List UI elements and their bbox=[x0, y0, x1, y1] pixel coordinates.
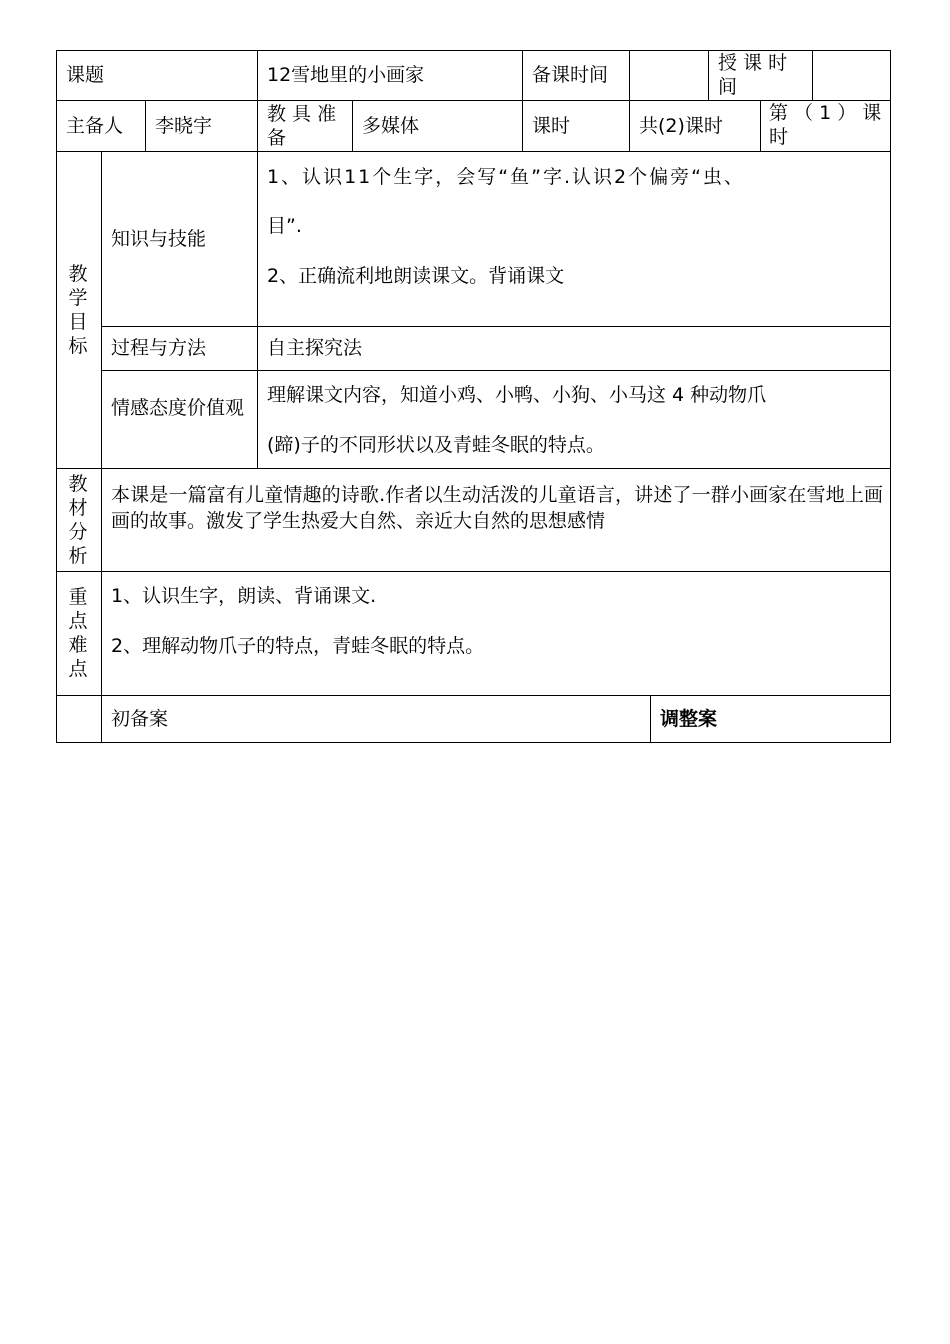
table-border bbox=[760, 100, 761, 152]
table-border bbox=[101, 370, 891, 371]
topic-value: 12雪地里的小画家 bbox=[267, 64, 425, 86]
table-border bbox=[56, 571, 891, 572]
knowledge-label: 知识与技能 bbox=[111, 228, 207, 250]
initial-plan-label: 初备案 bbox=[111, 708, 169, 730]
table-border bbox=[56, 695, 891, 696]
analysis-text: 本课是一篇富有儿童情趣的诗歌.作者以生动活泼的儿童语言，讲述了一群小画家在雪地上画画的故事。激发了学生热爱大自然、亲近大自然的思想感情 bbox=[111, 484, 883, 532]
table-border bbox=[650, 695, 651, 743]
topic-label: 课题 bbox=[66, 64, 105, 86]
analysis-section-label: 教材分析 bbox=[68, 473, 88, 567]
knowledge-line-1: 1、认识11个生字，会写“鱼”字.认识2个偏旁“虫、 bbox=[267, 166, 745, 188]
table-border bbox=[522, 50, 523, 101]
emotion-line-1: 理解课文内容，知道小鸡、小鸭、小狗、小马这 4 种动物爪 bbox=[267, 384, 767, 406]
hours-label: 课时 bbox=[532, 115, 571, 137]
tools-value: 多媒体 bbox=[362, 115, 420, 137]
teach-time-label: 授 课 时 间 bbox=[718, 52, 788, 98]
prep-time-label: 备课时间 bbox=[532, 64, 609, 86]
table-border bbox=[257, 100, 258, 152]
knowledge-line-2: 目”. bbox=[267, 215, 302, 237]
table-border bbox=[101, 326, 891, 327]
key-points-section-label: 重点难点 bbox=[68, 586, 88, 680]
table-border bbox=[708, 50, 709, 101]
emotion-label: 情感态度价值观 bbox=[111, 397, 245, 419]
table-border bbox=[890, 50, 891, 743]
table-border bbox=[257, 151, 258, 469]
table-border bbox=[812, 50, 813, 101]
process-label: 过程与方法 bbox=[111, 337, 207, 359]
table-border bbox=[352, 100, 353, 152]
adjusted-plan-label: 调整案 bbox=[660, 708, 718, 730]
table-border bbox=[629, 100, 630, 152]
hours-value: 共(2)课时 bbox=[639, 115, 723, 137]
process-value: 自主探究法 bbox=[267, 337, 363, 359]
table-border bbox=[56, 151, 891, 152]
knowledge-line-3: 2、正确流利地朗读课文。背诵课文 bbox=[267, 265, 565, 287]
emotion-line-2: (蹄)子的不同形状以及青蛙冬眠的特点。 bbox=[267, 434, 605, 456]
key-point-2: 2、理解动物爪子的特点，青蛙冬眠的特点。 bbox=[111, 635, 485, 657]
table-border bbox=[145, 100, 146, 152]
table-border bbox=[56, 468, 891, 469]
lead-value: 李晓宇 bbox=[155, 115, 213, 137]
period-label: 第 （ 1 ） 课 时 bbox=[769, 102, 882, 148]
key-point-1: 1、认识生字，朗读、背诵课文. bbox=[111, 585, 377, 607]
table-border bbox=[522, 100, 523, 152]
lead-label: 主备人 bbox=[66, 115, 124, 137]
table-border bbox=[56, 100, 891, 101]
table-border bbox=[56, 50, 57, 743]
table-border bbox=[257, 50, 258, 101]
table-border bbox=[629, 50, 630, 101]
table-border bbox=[101, 151, 102, 743]
table-border bbox=[56, 742, 891, 743]
tools-label: 教 具 准 备 bbox=[267, 103, 337, 149]
objectives-section-label: 教学目标 bbox=[68, 263, 88, 357]
